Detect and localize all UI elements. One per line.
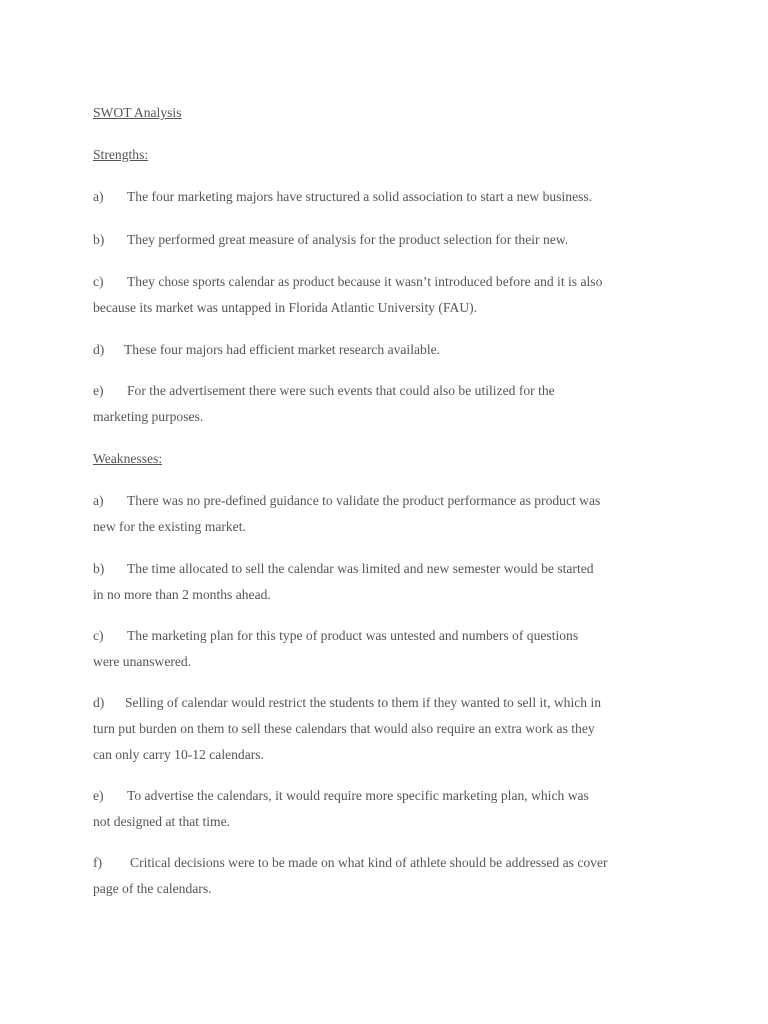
list-item bbox=[93, 382, 683, 434]
list-item-text: These four majors had efficient market research available. bbox=[124, 342, 441, 357]
list-marker: a) bbox=[93, 493, 104, 508]
list-item-text: because its market was untapped in Florida Atlantic University (FAU). bbox=[93, 300, 478, 315]
list-item bbox=[93, 560, 683, 612]
list-item-text: They chose sports calendar as product because it wasn’t introduced before and it is also bbox=[127, 274, 603, 289]
list-marker: c) bbox=[93, 628, 104, 643]
list-item-text: Selling of calendar would restrict the students to them if they wanted to sell it, which in bbox=[125, 695, 602, 710]
list-item-text: For the advertisement there were such events that could also be utilized for the bbox=[127, 383, 555, 398]
list-item-text: in no more than 2 months ahead. bbox=[93, 587, 271, 602]
list-marker: d) bbox=[93, 342, 105, 357]
list-item bbox=[93, 694, 683, 772]
list-item-text: marketing purposes. bbox=[93, 409, 204, 424]
list-item-text: To advertise the calendars, it would require more specific marketing plan, which was bbox=[127, 788, 589, 803]
strengths-heading: Strengths: bbox=[93, 147, 149, 162]
list-marker: c) bbox=[93, 274, 104, 289]
list-item bbox=[93, 854, 683, 906]
list-marker: b) bbox=[93, 232, 105, 247]
weaknesses-heading: Weaknesses: bbox=[93, 451, 163, 466]
document-title: SWOT Analysis bbox=[93, 105, 182, 120]
list-item bbox=[93, 188, 683, 214]
list-item-text: new for the existing market. bbox=[93, 519, 246, 534]
list-item-text: Critical decisions were to be made on what kind of athlete should be addressed as cover bbox=[130, 855, 608, 870]
list-item-text: The four marketing majors have structured a solid association to start a new business. bbox=[127, 189, 593, 204]
list-marker: d) bbox=[93, 695, 105, 710]
list-marker: f) bbox=[93, 855, 103, 870]
list-item-text: page of the calendars. bbox=[93, 881, 212, 896]
list-marker: e) bbox=[93, 788, 104, 803]
list-item-text: The time allocated to sell the calendar was limited and new semester would be started bbox=[127, 561, 594, 576]
list-item bbox=[93, 627, 683, 679]
list-item-text: not designed at that time. bbox=[93, 814, 231, 829]
list-item-text: The marketing plan for this type of product was untested and numbers of questions bbox=[127, 628, 579, 643]
list-marker: e) bbox=[93, 383, 104, 398]
list-item bbox=[93, 273, 683, 325]
list-marker: a) bbox=[93, 189, 104, 204]
list-marker: b) bbox=[93, 561, 105, 576]
list-item bbox=[93, 231, 683, 257]
list-item-text: can only carry 10-12 calendars. bbox=[93, 747, 264, 762]
list-item-text: turn put burden on them to sell these calendars that would also require an extra work as they bbox=[93, 721, 595, 736]
list-item-text: They performed great measure of analysis for the product selection for their new. bbox=[127, 232, 569, 247]
list-item bbox=[93, 787, 683, 839]
list-item-text: were unanswered. bbox=[93, 654, 192, 669]
list-item bbox=[93, 492, 683, 544]
list-item bbox=[93, 341, 683, 367]
list-item-text: There was no pre-defined guidance to validate the product performance as product was bbox=[127, 493, 601, 508]
